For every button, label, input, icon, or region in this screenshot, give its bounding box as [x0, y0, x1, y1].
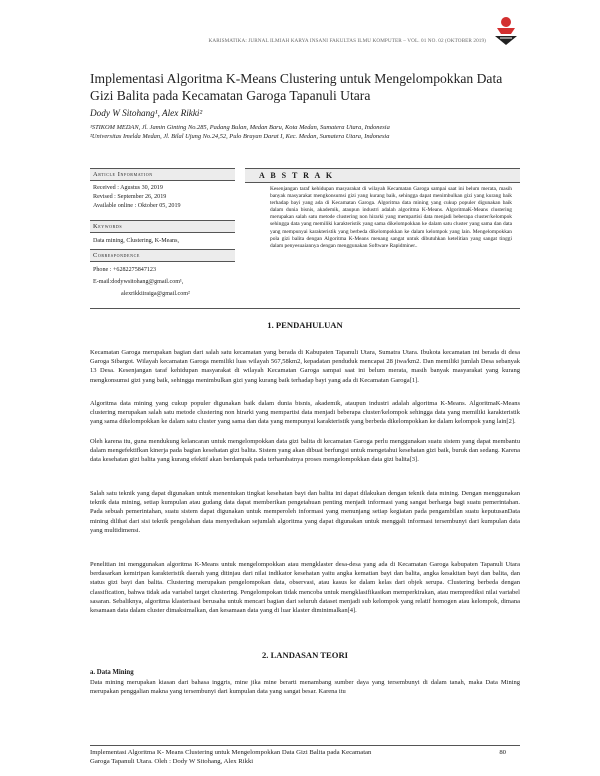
correspondence-email-1[interactable]: E-mail:dodywsitohang@gmail.com¹,	[93, 279, 184, 285]
section-1-paragraph: Algoritma data mining yang cukup populer digunakan baik dalam dunia bisnis, akademik, ataupun industri adalah algoritma K-Means. AlgoritmaK-Means clustering merupakan salah satu metode clustering non hirarki yang mempartisi data menjadi beberapa cluster/kelompok sehingga data yang memiliki karakteristik yang sama dikelompokkan ke dalam satu cluster yang sama dan data yang mempunyai karakteristik yang berbeda dikelompokkan ke dalam kelompok yang lain[2].	[90, 400, 520, 426]
section-2-paragraph: Data mining merupakan kiasan dari bahasa inggris, mine jika mine berarti menambang sumber daya yang tersembunyi di dalam tanah, maka Data Mining merupakan penggalian makna yang tersembunyi dari kumpulan data yang sangat besar. Karena itu	[90, 679, 520, 696]
affiliation-1: ¹STIKOM MEDAN, Jl. Jamin Ginting No.285, Padang Bulan, Medan Baru, Kota Medan, Sumatera Utara, Indonesia	[90, 124, 390, 131]
correspondence-heading: Correspondence	[90, 249, 235, 262]
journal-header: KARISMATIKA: JURNAL ILMIAH KARYA INSANI FAKULTAS ILMU KOMPUTER – VOL. 01 NO. 02 (OKTOBER 2019)	[208, 38, 486, 44]
page-footer	[90, 745, 520, 766]
paper-title: Implementasi Algoritma K-Means Clustering untuk Mengelompokkan Data Gizi Balita pada Kecamatan Garoga Tapanuli Utara	[90, 71, 503, 103]
page-number: 80	[499, 749, 506, 756]
subsection-data-mining-title: a. Data Mining	[90, 669, 134, 676]
section-1-title: 1. PENDAHULUAN	[267, 320, 343, 330]
article-info-box	[90, 168, 235, 301]
correspondence-phone: Phone : +6282275847123	[93, 267, 157, 273]
section-1-paragraph: Salah satu teknik yang dapat digunakan untuk menentukan tingkat kesehatan bayi dan balita ini dapat dilakukan dengan teknik data mining. Dengan menggunakan teknik data mining, setiap kumpulan atau gudang data dapat memberikan pengetahuan penting menjadi informasi yang sangat berharga bagi suatu pemerintahan. Pada sebuah pemerintahan, suatu sistem dapat digunakan untuk memperoleh informasi yang menunjang setiap kegiatan pada pengambilan suatu keputusanData mining dilihat dari sisi teknik pengolahan data menyediakan sejumlah algoritma yang dapat digunakan untuk menggali informasi tersembunyi dari kumpulan data yang multidimensi.	[90, 490, 520, 534]
correspondence-email-2[interactable]: alexrikkiiraiga@gmail.com²	[121, 291, 190, 297]
revised-date: Revised : September 26, 2019	[93, 194, 167, 200]
section-1-paragraph: Penelitian ini menggunakan algoritma K-Means untuk mengelompokkan atau mengklaster desa-desa yang ada di Kecamatan Garoga kabupaten Tapanuli Utara berdasarkan kemiripan karakteristik daerah yang ditinjau dari nilai indikator kesehatan yaitu angka kematian bayi dan balita, angka kesakitan bayi dan balita, dan status gizi bayi dan balita. Clustering merupakan pengelompokan data, observasi, atau kasus ke dalam kelas dari objek serupa. Clustering berbeda dengan classification, bahwa tidak ada variabel target clustering. Pengelompokan tidak mencoba untuk mengklasifikasikan memperkirakan, atau memprediksi nilai variabel sasaran. Sebaliknya, algoritma klasterisasi berusaha untuk mencari bagian dari seluruh dataset menjadi sub kelompok yang relatif homogen atau kelompok, dimana kesamaan data dalam cluster dimaksimalkan, dan kesamaan data yang di luar klaster diminimalkan[4].	[90, 561, 520, 615]
abstract-heading: A B S T R A K	[245, 168, 520, 183]
abstract-box	[245, 168, 520, 250]
keywords-heading: Keywords	[90, 220, 235, 233]
footer-citation-line-2: Garoga Tapanuli Utara. Oleh : Dody W Sitohang, Alex Rikki	[90, 758, 254, 766]
abstract-text: Kesenjangan taraf kehidupan masyarakat di wilayah Kecamatan Garoga sampai saat ini belum merata, masih banyak masyarakat mengkonsumsi gizi yang kurang baik, sehingga dapat menimbulkan gizi yang kurang baik terhadap bayi yang ada di Kecamatan Garoga. Algoritma data mining yang cukup populer digunakan baik dalam dunia bisnis, akademik, ataupun industri adalah algoritma K-Means. AlgoritmaK-Means clustering merupakan salah satu metode clustering non hirarki yang mempartisi data menjadi beberapa cluster/kelompok sehingga data yang memiliki karakteristik yang sama dikelompokkan ke dalam satu cluster yang sama dan data yang mempunyai karakteristik yang berbeda dikelompokkan ke dalam kelompok yang lain. Mengelompokkan pola gizi balita dengan Algoritma K-Means menang sangat untuk dibutuhkan ketelitian yang sangat tinggi dalam penyesuaiannya dengan menggunakan Software Rapidminer..	[270, 186, 512, 249]
received-date: Received : Agustus 30, 2019	[93, 185, 163, 191]
keywords-list: Data mining, Clustering, K-Means,	[93, 238, 179, 244]
paper-affiliations	[90, 123, 520, 141]
article-info-heading: Article Information	[90, 168, 235, 181]
paper-authors: Dody W Sitohang¹, Alex Rikki²	[90, 108, 203, 118]
footer-citation-line-1: Implementasi Algoritma K- Means Clustering untuk Mengelompokkan Data Gizi Balita pada Kecamatan	[90, 749, 372, 756]
section-divider	[90, 308, 520, 309]
section-1-paragraph: Kecamatan Garoga merupakan bagian dari salah satu kecamatan yang berada di Kabupaten Tapanuli Utara, Sumatra Utara. Ibukota kecamatan ini berada di desa Garoga Sibargot. Wilayah kecamatan Garoga memiliki luas wilayah 567,58km2, kepadatan penduduk mencapai 28 jiwa/km2. Dan memiliki jumlah Desa sebanyak 13 Desa. Kesenjangan taraf kehidupan masyarakat di wilayah Kecamatan Garoga sampai saat ini belum merata, masih banyak masyarakat yang kurang mengkonsumsi gizi yang baik, sehingga menimbulkan gizi yang kurang baik terhadap bayi yang ada di Kecamatan Garoga[1].	[90, 349, 520, 384]
section-2-title: 2. LANDASAN TEORI	[261, 650, 349, 660]
journal-logo-icon	[491, 14, 521, 46]
section-1-paragraph: Oleh karena itu, guna mendukung kelancaran untuk mengelompokkan data gizi balita di kecamatan Garoga perlu menggunakan suatu sistem yang dapat membantu dalam mengefektifkan kinerja pada bagian kesehatan gizi balita. Sistem yang akan dibuat berfungsi untuk mengetahui kesehatan gizi baik, buruk dan sedang. Karena data kesehatan gizi balita yang kurang efektif akan berdampak pada terhambatnya proses mengelompokkan data gizi balita[3].	[90, 438, 520, 464]
affiliation-2: ²Universitas Imelda Medan, Jl. Bilal Ujung No.24,52, Pulo Brayan Darat I, Kec. Medan, Sumatera Utara, Indonesia	[90, 133, 390, 140]
available-date: Available online : Oktober 05, 2019	[93, 203, 181, 209]
